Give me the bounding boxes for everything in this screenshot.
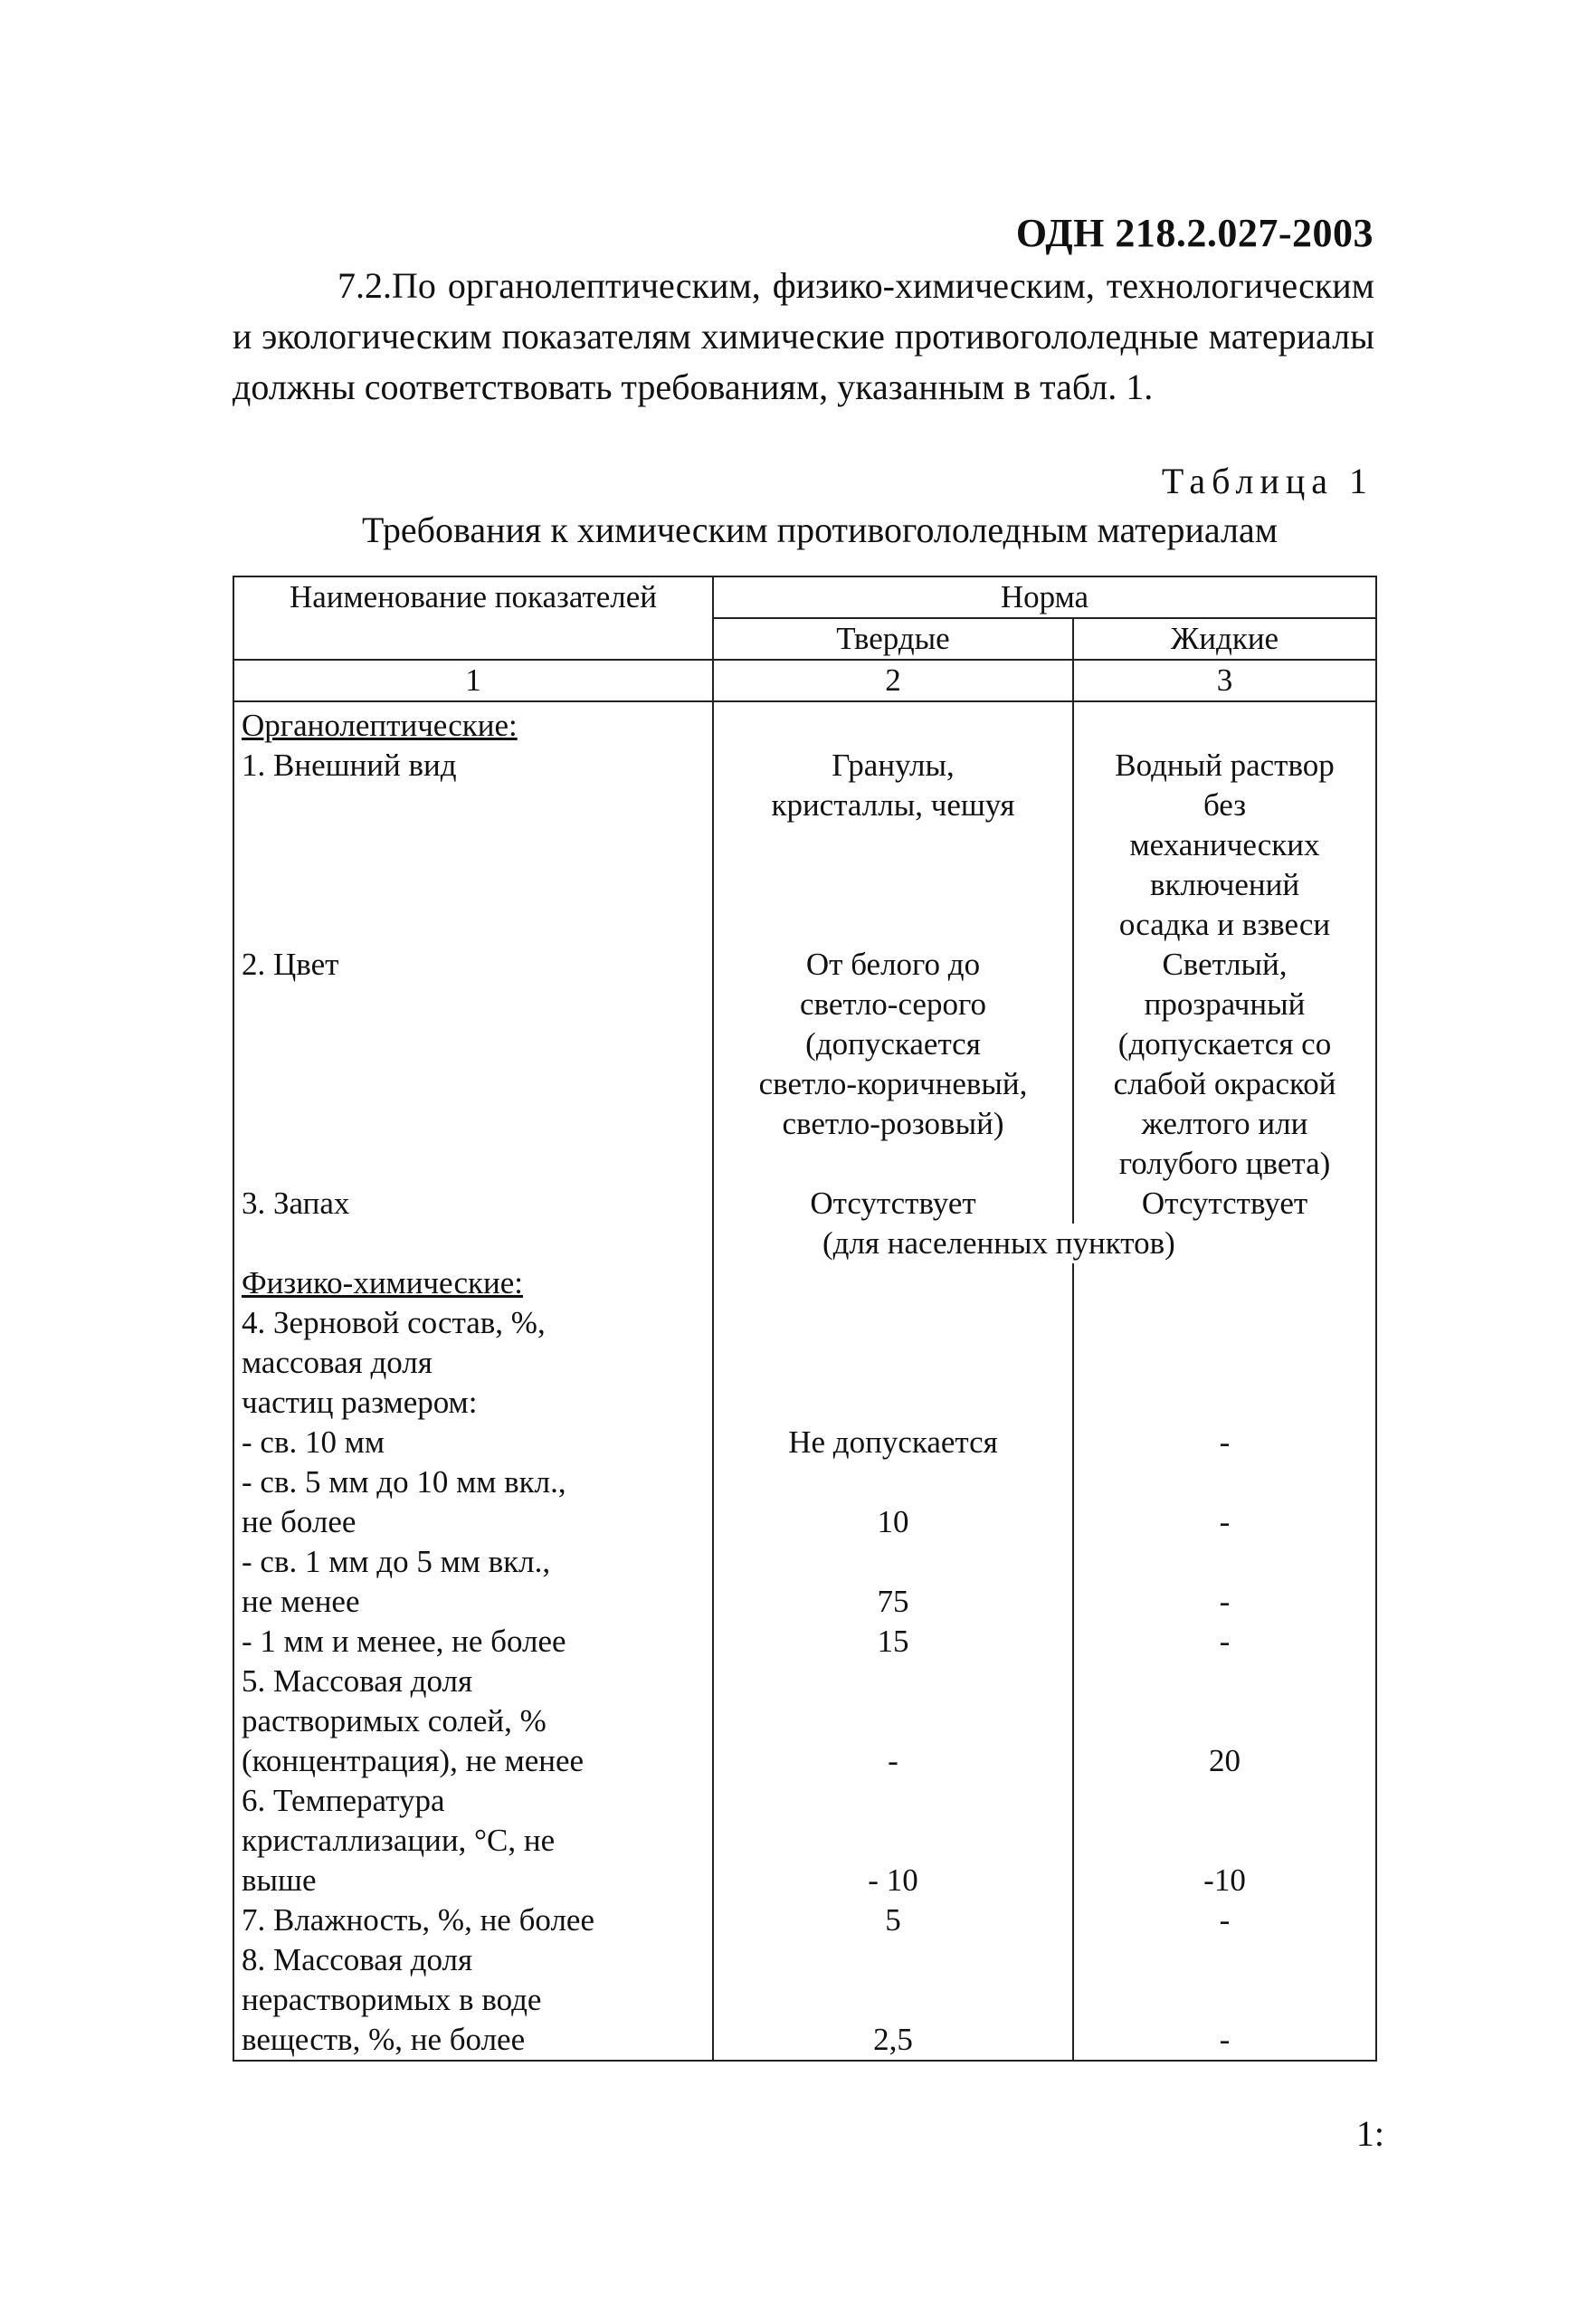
column-number-row — [233, 660, 1376, 701]
indicator-column — [233, 701, 713, 2061]
column-number-2: 2 — [713, 660, 1073, 701]
table-cell: - 1 мм и менее, не более — [242, 1624, 566, 1659]
column-number-1: 1 — [233, 660, 713, 701]
table-cell: - — [1219, 2022, 1231, 2057]
table-cell: 2,5 — [873, 2022, 913, 2057]
table-cell: -10 — [1203, 1862, 1246, 1898]
solid-column — [713, 701, 1175, 2061]
header-norm: Норма — [713, 576, 1376, 618]
intro-paragraph: 7.2.По органолептическим, физико-химическим, технологическим и экологическим показателям химические противогололедные материалы должны соответствовать требованиям, указанным в табл. 1. — [233, 265, 1374, 407]
table-cell — [721, 1224, 1175, 1263]
table-cell — [242, 1224, 705, 1263]
table-cell: 8. Массовая доля нерастворимых в воде веществ, %, не более — [242, 1942, 542, 2057]
table-cell — [721, 1263, 1065, 1303]
table-cell: 2. Цвет — [242, 947, 339, 982]
table-cell: - св. 1 мм до 5 мм вкл., не менее — [242, 1544, 551, 1619]
table-cell: - — [1219, 1624, 1231, 1659]
header-indicator-name: Наименование показателей — [233, 576, 713, 660]
table-cell: Органолептические: — [242, 708, 518, 743]
table-cell: - — [1219, 1902, 1231, 1938]
page-number: 1: — [1355, 2113, 1384, 2154]
table-cell: Не допускается — [788, 1424, 998, 1460]
requirements-table — [233, 576, 1377, 2062]
table-cell: Гранулы, кристаллы, чешуя — [771, 748, 1015, 823]
table-cell: - — [1219, 1584, 1231, 1619]
header-liquid: Жидкие — [1073, 618, 1376, 660]
table-cell: - — [888, 1743, 898, 1778]
table-cell: - — [1219, 1504, 1231, 1539]
table-cell: - св. 10 мм — [242, 1424, 385, 1460]
header-solid: Твердые — [713, 618, 1073, 660]
table-cell: От белого до светло-серого (допускается светло-коричневый, светло-розовый) — [758, 947, 1028, 1141]
table-cell: 75 — [877, 1584, 909, 1619]
table-cell — [1081, 1263, 1368, 1303]
table-cell — [721, 706, 1065, 746]
table-cell: 20 — [1209, 1743, 1241, 1778]
table-cell: Отсутствует — [810, 1186, 976, 1221]
table-cell: Светлый, прозрачный (допускается со слабой окраской желтого или голубого цвета) — [1113, 947, 1336, 1181]
table-cell: 5. Массовая доля растворимых солей, % (концентрация), не менее — [242, 1663, 585, 1778]
table-title: Требования к химическим противогололедным материалам — [361, 510, 1279, 550]
table-cell — [721, 1303, 1065, 1423]
table-cell: - — [1219, 1424, 1231, 1460]
column-number-3: 3 — [1073, 660, 1376, 701]
note-text: (для населенных пунктов) — [822, 1224, 1175, 1263]
table-cell: - св. 5 мм до 10 мм вкл., не более — [242, 1464, 566, 1539]
table-cell: 15 — [877, 1624, 909, 1659]
table-cell: Отсутствует — [1141, 1186, 1308, 1221]
table-cell: 4. Зерновой состав, %, массовая доля частиц размером: — [242, 1305, 546, 1420]
table-cell: 1. Внешний вид — [242, 748, 457, 783]
table-cell: - 10 — [868, 1862, 918, 1898]
table-header-row — [233, 576, 1376, 618]
table-cell: 3. Запах — [242, 1186, 350, 1221]
liquid-column — [1073, 701, 1376, 2061]
table-body — [233, 701, 1376, 2061]
table-label: Таблица 1 — [1161, 461, 1374, 501]
table-cell: Физико-химические: — [242, 1265, 523, 1300]
table-cell: 6. Температура кристаллизации, °С, не выше — [242, 1783, 556, 1898]
table-cell: 5 — [885, 1902, 901, 1938]
table-cell — [1081, 1303, 1368, 1423]
table-row — [233, 701, 1376, 2061]
table-cell: 10 — [877, 1504, 909, 1539]
document-code: ОДН 218.2.027-2003 — [1015, 211, 1374, 255]
table-cell — [1081, 706, 1368, 746]
table-cell: 7. Влажность, %, не более — [242, 1902, 594, 1938]
table-cell: Водный раствор без механических включений осадка и взвеси — [1115, 748, 1335, 942]
